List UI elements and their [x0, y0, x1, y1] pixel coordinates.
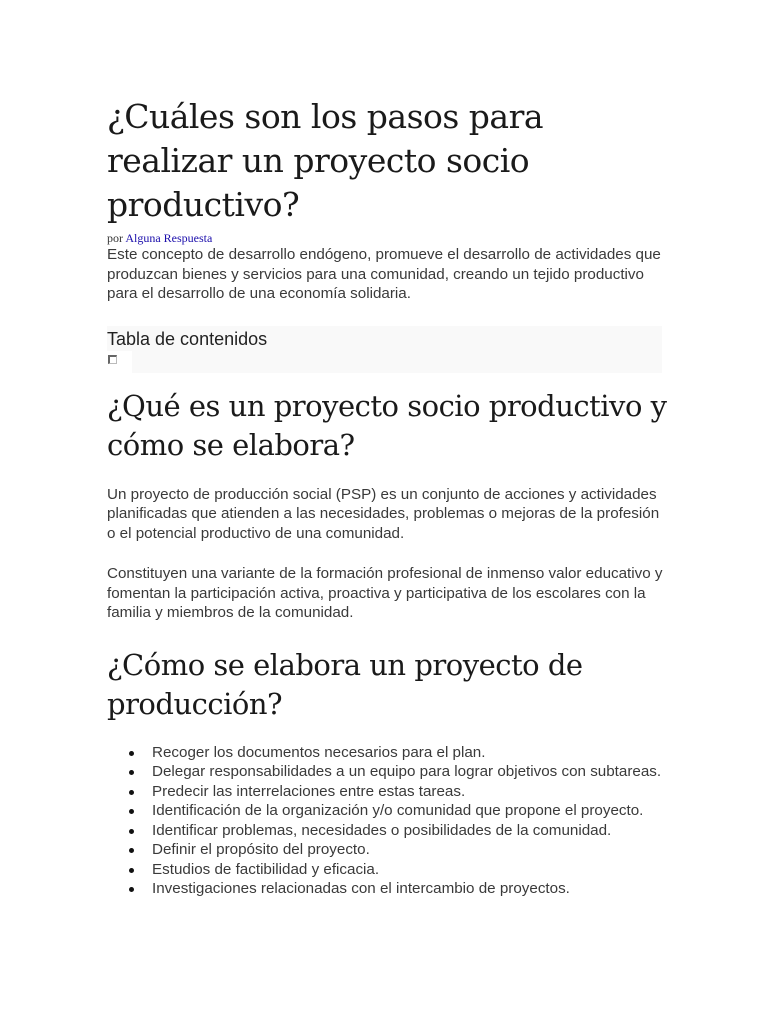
intro-paragraph: Este concepto de desarrollo endógeno, promueve el desarrollo de actividades que produzcan bienes y servicios para una comunidad, creando un tejido productivo para el desarrollo de una economía solidaria. — [107, 246, 661, 302]
list-item: Definir el propósito del proyecto. — [107, 840, 667, 860]
section-heading-what-is: ¿Qué es un proyecto socio productivo y cómo se elabora? — [107, 388, 667, 462]
byline — [107, 231, 667, 245]
byline-prefix: por — [107, 231, 123, 245]
toc-title: Tabla de contenidos — [107, 328, 268, 349]
section-heading-how-to: ¿Cómo se elabora un proyecto de producción? — [107, 647, 583, 721]
list-item: Recoger los documentos necesarios para el plan. — [107, 743, 667, 763]
toc-toggle-icon[interactable] — [108, 355, 117, 364]
article — [107, 95, 667, 899]
article-title: ¿Cuáles son los pasos para realizar un proyecto socio productivo? — [107, 97, 544, 224]
list-item: Estudios de factibilidad y eficacia. — [107, 860, 667, 880]
steps-list — [107, 743, 667, 899]
list-item: Identificación de la organización y/o comunidad que propone el proyecto. — [107, 801, 667, 821]
list-item: Investigaciones relacionadas con el intercambio de proyectos. — [107, 879, 667, 899]
section1-paragraph-2: Constituyen una variante de la formación profesional de inmenso valor educativo y fomentan la participación activa, proactiva y participativa de los escolares con la familia y miembros de la comunidad. — [107, 565, 663, 621]
toc-toggle-area — [107, 351, 132, 373]
list-item: Predecir las interrelaciones entre estas tareas. — [107, 782, 667, 802]
list-item: Delegar responsabilidades a un equipo para lograr objetivos con subtareas. — [107, 762, 667, 782]
section1-paragraph-1: Un proyecto de producción social (PSP) es un conjunto de acciones y actividades planificadas que atienden a las necesidades, problemas o mejoras de la profesión o el potencial productivo de una comunidad. — [107, 485, 660, 542]
author-link[interactable]: Alguna Respuesta — [125, 231, 213, 245]
table-of-contents — [107, 326, 662, 373]
list-item: Identificar problemas, necesidades o posibilidades de la comunidad. — [107, 821, 667, 841]
